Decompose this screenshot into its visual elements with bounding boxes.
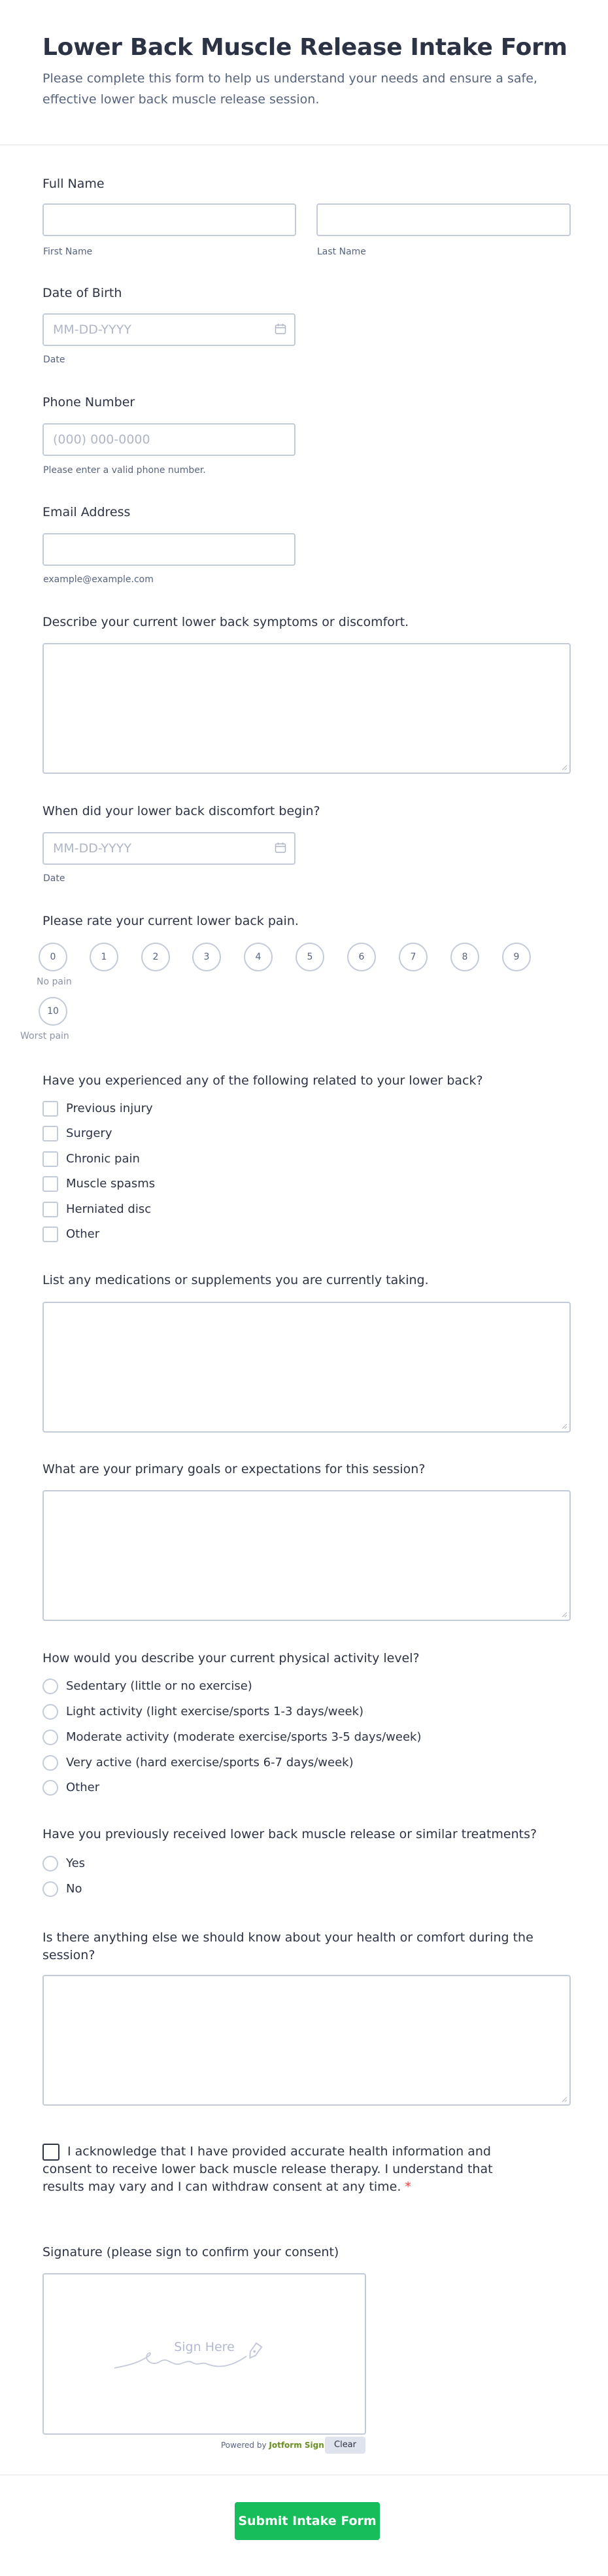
activity-option-label: Sedentary (little or no exercise): [66, 1679, 252, 1693]
signature-placeholder: Sign Here: [174, 2340, 235, 2354]
form-title: Lower Back Muscle Release Intake Form: [42, 34, 567, 61]
pain-scale-option[interactable]: 1: [90, 943, 118, 971]
pain-scale-option[interactable]: 6: [347, 943, 376, 971]
goals-textarea[interactable]: [42, 1490, 571, 1621]
powered-by: [221, 2441, 324, 2450]
first-name-input[interactable]: [42, 203, 296, 236]
history-option-label: Surgery: [66, 1126, 112, 1140]
dob-sublabel: Date: [43, 355, 65, 365]
pain-scale-label: Please rate your current lower back pain.: [42, 914, 299, 928]
consent-checkbox[interactable]: [42, 2144, 59, 2161]
calendar-icon[interactable]: [275, 842, 286, 854]
signature-pad[interactable]: [42, 2273, 366, 2435]
consent-text: [42, 2143, 494, 2196]
previous-treatment-label: Have you previously received lower back muscle release or similar treatments?: [42, 1827, 537, 1841]
activity-label: How would you describe your current physical activity level?: [42, 1651, 420, 1665]
calendar-icon[interactable]: [275, 323, 286, 335]
signature-scribble-icon: [109, 2337, 305, 2376]
form-subtitle: Please complete this form to help us understand your needs and ensure a safe, effective lower back muscle release session.: [42, 71, 537, 107]
pain-scale-option[interactable]: 2: [141, 943, 170, 971]
dob-placeholder: MM-DD-YYYY: [53, 322, 131, 337]
first-name-sublabel: First Name: [43, 247, 93, 257]
submit-button[interactable]: Submit Intake Form: [235, 2502, 380, 2540]
dob-label: Date of Birth: [42, 286, 122, 300]
pain-scale-option[interactable]: 10: [39, 997, 67, 1026]
previous-treatment-option-label: No: [66, 1882, 82, 1896]
history-option-label: Other: [66, 1227, 100, 1241]
last-name-input[interactable]: [316, 203, 571, 236]
pain-scale-option[interactable]: 7: [399, 943, 428, 971]
resize-handle-icon[interactable]: [561, 1611, 567, 1618]
radio-button[interactable]: [42, 1755, 58, 1771]
full-name-label: Full Name: [42, 177, 105, 191]
consent-statement: I acknowledge that I have provided accurate health information and consent to receive lower back muscle release therapy. I understand that results may vary and I can withdraw consent at any time.: [42, 2144, 493, 2194]
checkbox[interactable]: [42, 1202, 58, 1217]
email-input[interactable]: [42, 533, 296, 566]
radio-button[interactable]: [42, 1856, 58, 1871]
clear-signature-button[interactable]: Clear: [325, 2437, 365, 2454]
radio-button[interactable]: [42, 1679, 58, 1694]
phone-sublabel: Please enter a valid phone number.: [43, 465, 206, 476]
pain-scale-option[interactable]: 4: [244, 943, 273, 971]
history-option-label: Chronic pain: [66, 1152, 140, 1166]
checkbox[interactable]: [42, 1227, 58, 1242]
onset-label: When did your lower back discomfort begin?: [42, 804, 320, 818]
onset-sublabel: Date: [43, 873, 65, 884]
email-sublabel: example@example.com: [43, 574, 154, 585]
onset-placeholder: MM-DD-YYYY: [53, 841, 131, 856]
history-option-label: Previous injury: [66, 1102, 153, 1115]
history-option-label: Muscle spasms: [66, 1177, 156, 1191]
pain-scale-option[interactable]: 0: [39, 943, 67, 971]
radio-button[interactable]: [42, 1730, 58, 1745]
activity-option-label: Other: [66, 1781, 100, 1794]
checkbox[interactable]: [42, 1126, 58, 1141]
symptoms-textarea[interactable]: [42, 643, 571, 774]
symptoms-label: Describe your current lower back symptoms or discomfort.: [42, 615, 409, 629]
dob-input[interactable]: [42, 313, 296, 346]
email-label: Email Address: [42, 505, 131, 519]
pain-scale-low-caption: No pain: [37, 977, 72, 987]
history-label: Have you experienced any of the following related to your lower back?: [42, 1073, 483, 1088]
required-mark: *: [405, 2180, 411, 2194]
goals-label: What are your primary goals or expectations for this session?: [42, 1462, 426, 1476]
checkbox[interactable]: [42, 1176, 58, 1192]
activity-option-label: Very active (hard exercise/sports 6-7 days/week): [66, 1756, 354, 1769]
radio-button[interactable]: [42, 1704, 58, 1720]
resize-handle-icon[interactable]: [561, 1423, 567, 1429]
pain-scale-option[interactable]: 9: [502, 943, 531, 971]
resize-handle-icon[interactable]: [561, 764, 567, 771]
radio-button[interactable]: [42, 1881, 58, 1897]
medications-label: List any medications or supplements you are currently taking.: [42, 1273, 429, 1287]
phone-placeholder: (000) 000-0000: [53, 432, 150, 447]
onset-date-input[interactable]: [42, 832, 296, 865]
medications-textarea[interactable]: [42, 1302, 571, 1433]
checkbox[interactable]: [42, 1101, 58, 1117]
signature-label: Signature (please sign to confirm your consent): [42, 2245, 339, 2259]
activity-option-label: Moderate activity (moderate exercise/sports 3-5 days/week): [66, 1730, 422, 1744]
pain-scale-high-caption: Worst pain: [20, 1031, 69, 1041]
pain-scale-option[interactable]: 3: [192, 943, 221, 971]
powered-prefix: Powered by: [221, 2441, 267, 2450]
radio-button[interactable]: [42, 1780, 58, 1796]
activity-option-label: Light activity (light exercise/sports 1-3 days/week): [66, 1705, 364, 1718]
phone-input[interactable]: [42, 423, 296, 456]
pain-scale-option[interactable]: 8: [450, 943, 479, 971]
anything-else-textarea[interactable]: [42, 1975, 571, 2106]
pain-scale-option[interactable]: 5: [296, 943, 324, 971]
checkbox[interactable]: [42, 1151, 58, 1167]
history-option-label: Herniated disc: [66, 1202, 152, 1216]
resize-handle-icon[interactable]: [561, 2096, 567, 2102]
previous-treatment-option-label: Yes: [66, 1856, 86, 1870]
phone-label: Phone Number: [42, 395, 135, 409]
anything-else-label: Is there anything else we should know about your health or comfort during the session?: [42, 1930, 533, 1962]
form-header: [0, 0, 608, 145]
jotform-sign-brand: Jotform Sign: [269, 2441, 324, 2450]
last-name-sublabel: Last Name: [317, 247, 366, 257]
